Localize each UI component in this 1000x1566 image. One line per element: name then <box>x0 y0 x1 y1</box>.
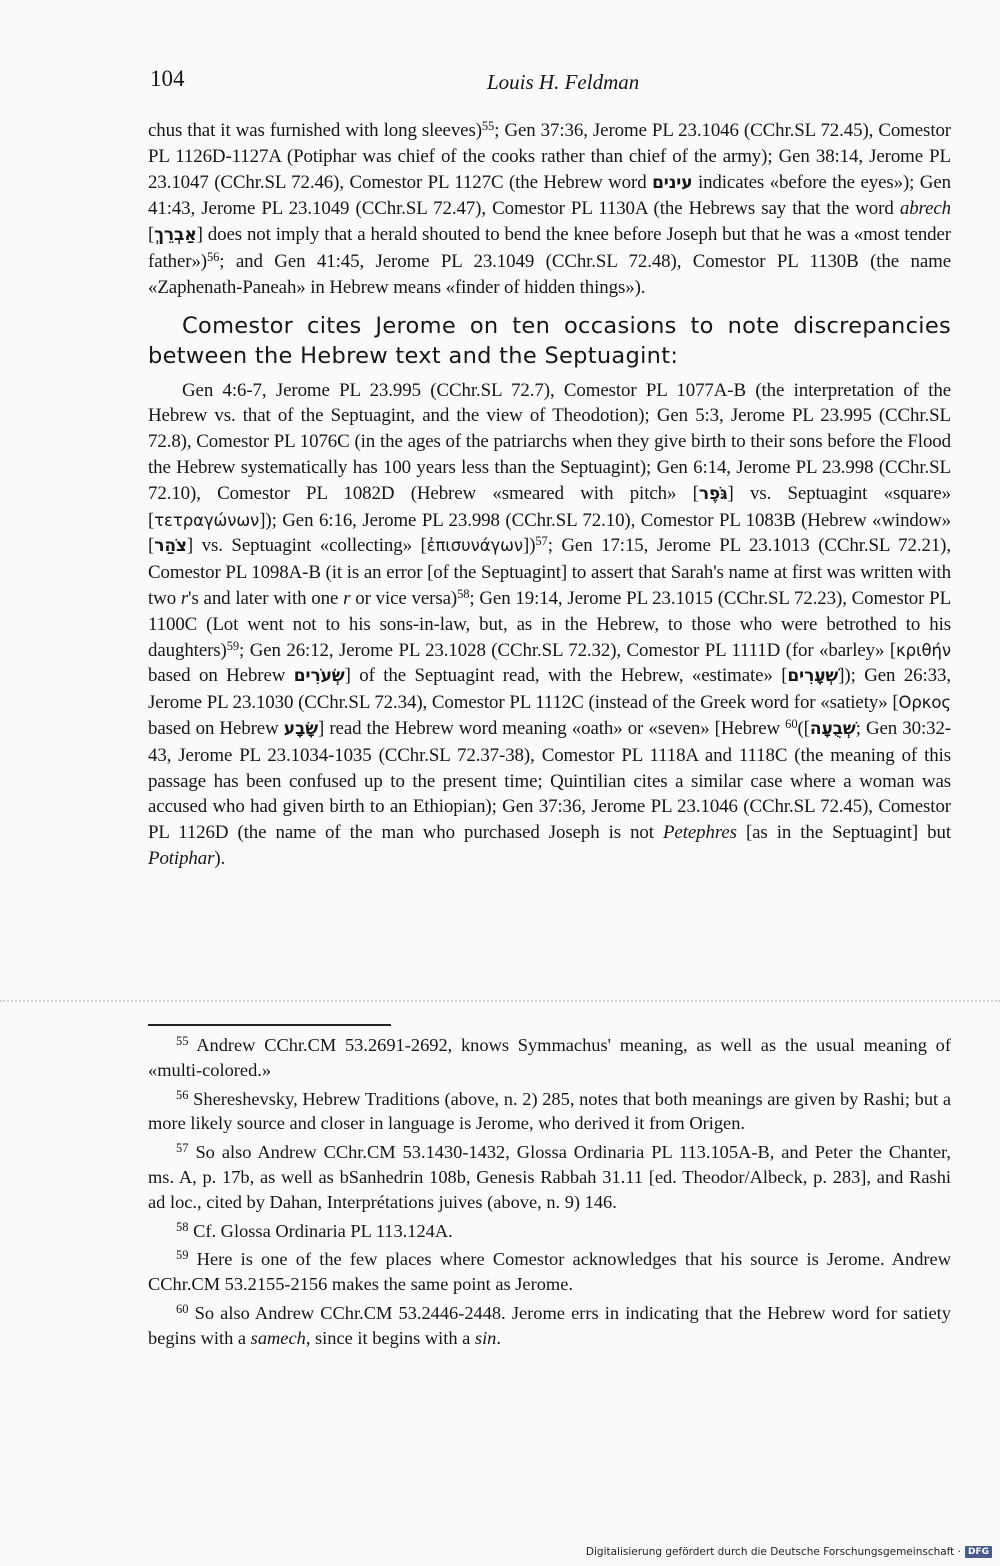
digitization-credit <box>586 1546 992 1558</box>
footnote-ref-58[interactable]: 58 <box>457 586 470 601</box>
section-heading: Comestor cites Jerome on ten occasions to note discrepancies between the Hebrew text and the Septuagint: <box>148 312 951 370</box>
footnote-56: $^{56}$ Shereshevsky, Hebrew Traditions (above, n. 2) 285, notes that both meanings are given by Rashi; but a more likely source and closer in language is Jerome, who derived it from Origen. <box>148 1087 951 1134</box>
footnote-ref-60[interactable]: 60 <box>785 716 798 731</box>
credit-text: Digitalisierung gefördert durch die Deutsche Forschungsgemeinschaft · <box>585 1546 961 1558</box>
footnote-separator <box>148 1024 391 1026</box>
footnote-60: $^{60}$ So also Andrew CChr.CM 53.2446-2448. Jerome errs in indicating that the Hebrew word for satiety begins with a samech, since it begins with a sin. <box>148 1301 951 1348</box>
footnote-ref-55[interactable]: 55 <box>481 119 495 133</box>
hebrew-word: שְׂעֹרִים <box>293 666 345 687</box>
greek-word: κριθήν <box>896 640 951 660</box>
paragraph-continued: chus that it was furnished with long sleeves)$^{55}$; Gen 37:36, Jerome PL 23.1046 (CChr.SL 72.45), Comestor PL 1126D-1127A (Potiphar was chief of the cooks rather than chief of the army); Gen 38:14, Jerome PL 23.1047 (CChr.SL 72.46), Comestor PL 1127C (the Hebrew word עינים indicates «before the eyes»); Gen 41:43, Jerome PL 23.1049 (CChr.SL 72.47), Comestor PL 1130A (the Hebrews say that the word abrech [אַבְרֵךְ] does not imply that a herald shouted to bend the knee before Joseph but that he was a «most tender father»)$^{56}$; and Gen 41:45, Jerome PL 23.1049 (CChr.SL 72.48), Comestor PL 1130B (the name «Zaphenath-Paneah» in Hebrew means «finder of hidden things»). <box>148 119 951 298</box>
footnote-58: $^{58}$ Cf. Glossa Ordinaria PL 113.124A. <box>176 1219 453 1241</box>
hebrew-word: אַבְרֵךְ <box>154 225 197 246</box>
main-text <box>148 118 951 872</box>
hebrew-word: שָׂבָע <box>283 718 319 739</box>
dfg-logo-icon: DFG <box>965 1546 992 1558</box>
footnote-59: $^{59}$ Here is one of the few places where Comestor acknowledges that his source is Jerome. Andrew CChr.CM 53.2155-2156 makes the same point as Jerome. <box>148 1248 951 1295</box>
hebrew-word: צֹהַר <box>154 536 187 557</box>
running-head-author: Louis H. Feldman <box>487 70 640 94</box>
hebrew-word: גֹּפֶר <box>698 483 728 504</box>
hebrew-word: שְׁבֻעָה <box>809 718 856 739</box>
footnotes <box>148 1033 951 1355</box>
footnote-55: $^{55}$ Andrew CChr.CM 53.2691-2692, knows Symmachus' meaning, as well as the usual meaning of «multi-colored.» <box>148 1034 951 1080</box>
bleed-through-dotted-line <box>0 1000 1000 1002</box>
footnote-57: $^{57}$ So also Andrew CChr.CM 53.1430-1432, Glossa Ordinaria PL 113.105A-B, and Peter the Chanter, ms. A, p. 17b, as well as bSanhedrin 108b, Genesis Rabbah 31.11 [ed. Theodor/Albeck, p. 283], and Rashi ad loc., cited by Dahan, Interprétations juives (above, n. 9) 146. <box>148 1141 951 1212</box>
greek-word: Ορκος <box>898 693 951 713</box>
hebrew-word: שְׁעָרִים <box>787 666 839 687</box>
footnote-ref-57[interactable]: 57 <box>535 534 548 549</box>
footnote-ref-59[interactable]: 59 <box>226 638 240 653</box>
greek-word: ἐπισυνάγων <box>426 536 523 556</box>
hebrew-word: עינים <box>652 172 693 193</box>
page-number: 104 <box>150 66 185 91</box>
footnote-ref-56[interactable]: 56 <box>206 249 220 264</box>
paragraph-discrepancies: Gen 4:6-7, Jerome PL 23.995 (CChr.SL 72.7), Comestor PL 1077A-B (the interpretation of the Hebrew vs. that of the Septuagint, and the view of Theodotion); Gen 5:3, Jerome PL 23.995 (CChr.SL 72.8), Comestor PL 1076C (in the ages of the patriarchs when they give birth to their sons before the Flood the Hebrew systematically has 100 years less than the Septuagint); Gen 6:14, Jerome PL 23.998 (CChr.SL 72.10), Comestor PL 1082D (Hebrew «smeared with pitch» [גֹּפֶר] vs. Septuagint «square» [τετραγώνων]); Gen 6:16, Jerome PL 23.998 (CChr.SL 72.10), Comestor PL 1083B (Hebrew «window» [צֹהַר] vs. Septuagint «collecting» [ἐπισυνάγων])$^{57}$; Gen 17:15, Jerome PL 23.1013 (CChr.SL 72.21), Comestor PL 1098A-B (it is an error [of the Septuagint] to assert that Sarah's name at first was written with two r's and later with one r or vice versa)$^{58}$; Gen 19:14, Jerome PL 23.1015 (CChr.SL 72.23), Comestor PL 1100C (Lot went not to his sons-in-law, but, as in the Hebrew, to those who were betrothed to his daughters)$^{59}$; Gen 26:12, Jerome PL 23.1028 (CChr.SL 72.32), Comestor PL 1111D (for «barley» [κριθήν based on Hebrew שְׂעֹרִים] of the Septuagint read, with the Hebrew, «estimate» [שְׁעָרִים]); Gen 26:33, Jerome PL 23.1030 (CChr.SL 72.34), Comestor PL 1112C (instead of the Greek word for «satiety» [Ορκος based on Hebrew שָׂבָע] read the Hebrew word meaning «oath» or «seven» [Hebrew שְׁבֻעָה])$^{60}$ ; Gen 30:32-43, Jerome PL 23.1034-1035 (CChr.SL 72.37-38), Comestor PL 1118A and 1118C (the meaning of this passage has been confused up to the present time; Quintilian cites a similar case where a woman was accused who had given birth to an Ethiopian); Gen 37:36, Jerome PL 23.1046 (CChr.SL 72.45), Comestor PL 1126D (the name of the man who purchased Joseph is not Petephres [as in the Septuagint] but Potiphar). <box>148 379 952 869</box>
greek-word: τετραγώνων <box>154 510 260 530</box>
